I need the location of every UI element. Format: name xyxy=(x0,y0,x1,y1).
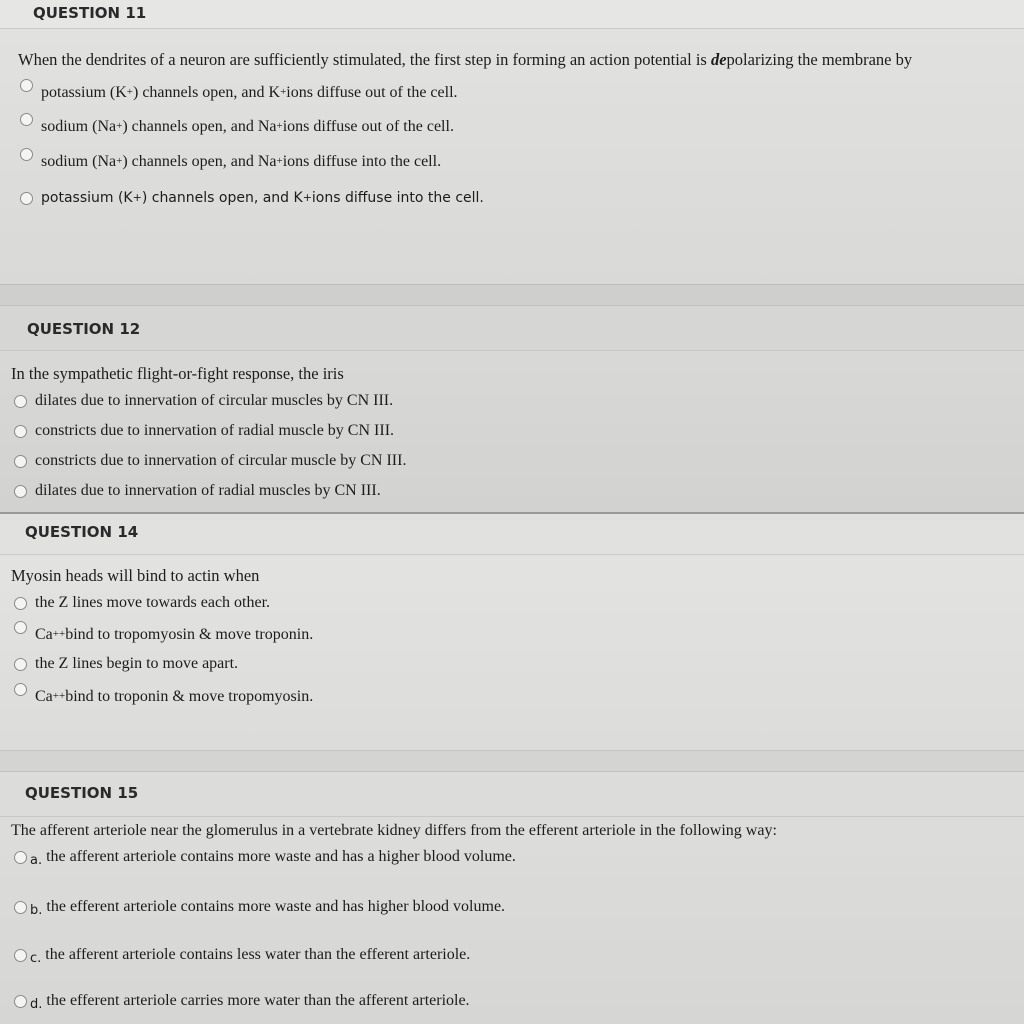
superscript: + xyxy=(302,190,312,204)
radio-button[interactable] xyxy=(14,485,27,498)
option-text: ) channels open, and K xyxy=(141,190,303,206)
radio-button[interactable] xyxy=(14,683,27,696)
question-15-block xyxy=(0,772,1024,1024)
question-stem: In the sympathetic flight-or-fight response, the iris xyxy=(11,364,344,383)
superscript: ++ xyxy=(52,628,66,640)
question-14-block xyxy=(0,512,1024,750)
question-title: QUESTION 15 xyxy=(25,784,139,802)
option-text: bind to tropomyosin & move troponin. xyxy=(65,626,314,643)
radio-button[interactable] xyxy=(14,851,27,864)
answer-option-3[interactable] xyxy=(14,452,406,470)
answer-option-1[interactable] xyxy=(14,392,393,410)
answer-option-1[interactable] xyxy=(20,84,458,102)
question-header-bar xyxy=(0,0,1024,29)
answer-option-3[interactable] xyxy=(14,655,238,673)
answer-option-4[interactable] xyxy=(14,688,313,706)
option-text: ) channels open, and Na xyxy=(122,118,277,135)
option-text: the afferent arteriole contains less water than the efferent arteriole. xyxy=(45,946,471,963)
option-text: the afferent arteriole contains more waste and has a higher blood volume. xyxy=(46,848,516,865)
option-text: bind to troponin & move tropomyosin. xyxy=(65,688,314,705)
option-text: ions diffuse out of the cell. xyxy=(286,84,458,101)
answer-option-3[interactable] xyxy=(20,153,441,171)
superscript: + xyxy=(276,120,283,132)
option-text: ions diffuse out of the cell. xyxy=(282,118,454,135)
option-text: the efferent arteriole contains more waste and has higher blood volume. xyxy=(46,898,506,915)
option-text: the Z lines begin to move apart. xyxy=(35,655,239,672)
answer-option-4[interactable] xyxy=(20,190,484,206)
option-letter: a. xyxy=(30,852,43,868)
radio-button[interactable] xyxy=(20,79,33,92)
answer-option-4[interactable] xyxy=(14,482,381,500)
option-text: ) channels open, and K xyxy=(133,84,281,101)
option-text: the efferent arteriole carries more water than the afferent arteriole. xyxy=(46,992,470,1009)
answer-option-1[interactable] xyxy=(14,594,270,612)
question-title: QUESTION 11 xyxy=(33,4,147,22)
radio-button[interactable] xyxy=(14,658,27,671)
question-11-block xyxy=(0,0,1024,284)
question-divider xyxy=(0,750,1024,772)
answer-option-a[interactable] xyxy=(14,848,516,866)
answer-option-b[interactable] xyxy=(14,898,505,916)
radio-button[interactable] xyxy=(14,901,27,914)
question-stem xyxy=(18,50,912,70)
answer-option-2[interactable] xyxy=(14,626,313,644)
question-title: QUESTION 12 xyxy=(27,320,141,338)
option-text: potassium (K xyxy=(41,84,127,101)
radio-button[interactable] xyxy=(20,192,33,205)
question-stem: Myosin heads will bind to actin when xyxy=(11,566,260,585)
stem-text-end: polarizing the membrane by xyxy=(726,50,913,69)
radio-button[interactable] xyxy=(14,597,27,610)
option-text: ) channels open, and Na xyxy=(122,153,277,170)
question-header-bar xyxy=(0,306,1024,351)
option-text: the Z lines move towards each other. xyxy=(35,594,271,611)
question-header-bar xyxy=(0,772,1024,817)
option-text: sodium (Na xyxy=(41,118,117,135)
radio-button[interactable] xyxy=(20,148,33,161)
option-letter: b. xyxy=(30,902,43,918)
option-letter: d. xyxy=(30,996,43,1012)
option-text: dilates due to innervation of circular muscles by CN III. xyxy=(35,392,394,409)
option-text: ions diffuse into the cell. xyxy=(311,190,484,206)
question-title: QUESTION 14 xyxy=(25,523,139,541)
question-divider xyxy=(0,284,1024,306)
superscript: ++ xyxy=(52,690,66,702)
answer-option-2[interactable] xyxy=(20,118,454,136)
answer-option-2[interactable] xyxy=(14,422,394,440)
superscript: + xyxy=(132,190,142,204)
question-stem: The afferent arteriole near the glomerulus in a vertebrate kidney differs from the efferent arteriole in the following way: xyxy=(11,822,777,839)
superscript: + xyxy=(126,86,133,98)
option-text: Ca xyxy=(35,626,53,643)
option-text: dilates due to innervation of radial muscles by CN III. xyxy=(35,482,381,499)
radio-button[interactable] xyxy=(14,621,27,634)
option-text: ions diffuse into the cell. xyxy=(282,153,442,170)
radio-button[interactable] xyxy=(14,425,27,438)
superscript: + xyxy=(116,120,123,132)
option-text: sodium (Na xyxy=(41,153,117,170)
stem-emphasis: de xyxy=(710,50,727,69)
option-text: constricts due to innervation of circular muscle by CN III. xyxy=(35,452,407,469)
radio-button[interactable] xyxy=(14,455,27,468)
option-text: constricts due to innervation of radial muscle by CN III. xyxy=(35,422,395,439)
radio-button[interactable] xyxy=(14,395,27,408)
radio-button[interactable] xyxy=(20,113,33,126)
option-text: potassium (K xyxy=(41,190,133,206)
radio-button[interactable] xyxy=(14,995,27,1008)
answer-option-d[interactable] xyxy=(14,992,470,1010)
question-header-bar xyxy=(0,514,1024,555)
stem-text: When the dendrites of a neuron are sufficiently stimulated, the first step in forming an action potential is xyxy=(18,50,711,69)
superscript: + xyxy=(276,155,283,167)
radio-button[interactable] xyxy=(14,949,27,962)
superscript: + xyxy=(280,86,287,98)
question-12-block xyxy=(0,306,1024,512)
superscript: + xyxy=(116,155,123,167)
option-letter: c. xyxy=(30,950,42,966)
answer-option-c[interactable] xyxy=(14,946,470,964)
option-text: Ca xyxy=(35,688,53,705)
